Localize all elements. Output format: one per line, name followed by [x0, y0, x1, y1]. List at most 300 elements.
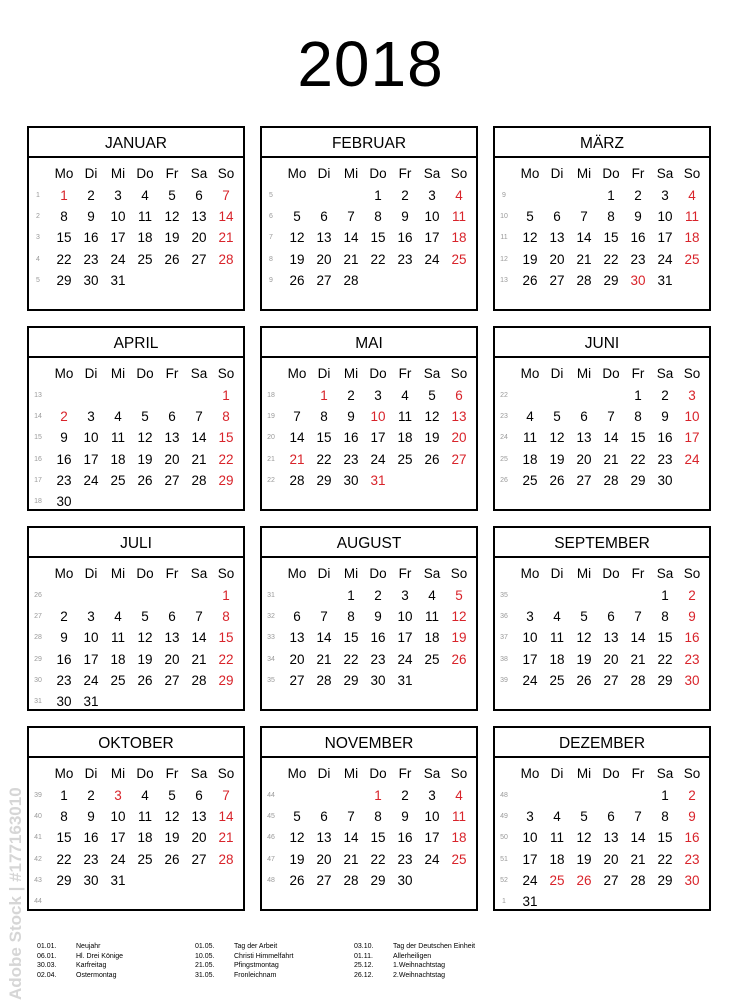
day-cell: 4	[428, 588, 436, 603]
day-cell: 19	[576, 651, 592, 667]
day-cell: 30	[56, 694, 72, 709]
day-cell: 17	[83, 651, 99, 667]
day-cell: 5	[553, 409, 561, 425]
day-cell: 9	[347, 409, 355, 425]
day-cell: 10	[397, 609, 413, 625]
day-cell: 21	[289, 451, 305, 467]
day-cell: 28	[576, 272, 592, 288]
day-cell: 12	[137, 430, 153, 446]
week-number: 36	[500, 613, 508, 621]
weekday-header: So	[683, 366, 701, 381]
week-number: 15	[34, 434, 42, 442]
month-box-juni	[493, 326, 711, 511]
day-cell: 15	[316, 430, 332, 446]
day-cell: 29	[657, 872, 673, 888]
day-cell: 3	[87, 409, 95, 425]
day-cell: 30	[343, 472, 359, 488]
day-cell: 19	[289, 851, 305, 867]
month-name: MÄRZ	[495, 128, 709, 158]
week-number: 13	[34, 392, 42, 399]
day-cell: 26	[164, 851, 180, 867]
day-cell: 21	[191, 451, 207, 467]
day-cell: 12	[576, 830, 592, 846]
week-number: 45	[267, 813, 275, 821]
day-cell: 2	[60, 609, 68, 625]
holiday-date: 21.05.	[195, 962, 215, 969]
day-cell: 19	[522, 251, 538, 267]
day-cell: 3	[374, 388, 382, 403]
day-cell: 2	[374, 588, 382, 603]
day-cell: 31	[397, 672, 413, 688]
day-cell: 20	[164, 651, 180, 667]
day-cell: 1	[222, 388, 230, 403]
day-cell: 13	[289, 630, 305, 646]
day-cell: 28	[218, 251, 234, 267]
day-cell: 3	[87, 609, 95, 625]
day-cell: 24	[657, 251, 673, 267]
holiday-name: Allerheiligen	[393, 952, 432, 960]
day-cell: 27	[603, 672, 619, 688]
day-cell: 8	[607, 209, 615, 225]
day-cell: 29	[218, 472, 234, 488]
day-cell: 3	[428, 188, 436, 203]
day-cell: 27	[549, 272, 565, 288]
day-cell: 13	[451, 409, 467, 425]
day-cell: 8	[222, 609, 230, 625]
day-cell: 10	[370, 409, 386, 425]
holiday-name: Tag der Arbeit	[234, 943, 278, 950]
weekday-header: Fr	[165, 766, 179, 781]
day-cell: 1	[634, 388, 642, 403]
day-cell: 4	[141, 188, 149, 203]
weekday-header: Fr	[165, 366, 179, 381]
week-number: 9	[269, 276, 273, 284]
day-cell: 22	[630, 451, 646, 467]
day-cell: 8	[320, 409, 328, 425]
day-cell: 17	[657, 230, 673, 246]
week-number: 25	[500, 455, 508, 463]
week-number: 31	[34, 698, 42, 705]
holiday-name: Ostermontag	[76, 971, 117, 979]
day-cell: 18	[549, 651, 565, 667]
month-name: JULI	[29, 528, 243, 558]
weekday-header: Sa	[423, 566, 441, 581]
day-cell: 26	[289, 272, 305, 288]
day-cell: 18	[110, 451, 126, 467]
day-cell: 5	[428, 388, 436, 403]
weekday-header: So	[450, 766, 468, 781]
holiday-date: 03.10.	[354, 943, 374, 950]
week-number: 11	[500, 234, 508, 242]
week-number: 35	[500, 592, 508, 599]
week-number: 18	[267, 392, 275, 399]
holiday-date: 31.05.	[195, 971, 215, 979]
day-cell: 31	[370, 472, 386, 488]
day-cell: 31	[522, 894, 538, 909]
weekday-header: Mo	[54, 566, 74, 581]
day-cell: 24	[684, 451, 700, 467]
day-cell: 24	[83, 472, 99, 488]
day-cell: 4	[455, 788, 463, 803]
day-cell: 7	[580, 209, 588, 225]
day-cell: 1	[60, 788, 68, 803]
day-cell: 17	[397, 630, 413, 646]
weekday-header: Fr	[398, 166, 412, 181]
day-cell: 11	[137, 209, 152, 225]
day-cell: 6	[607, 809, 615, 825]
day-cell: 15	[218, 430, 234, 446]
day-cell: 28	[191, 672, 207, 688]
day-cell: 19	[289, 251, 305, 267]
day-cell: 13	[316, 830, 332, 846]
weekday-header: Mi	[110, 366, 126, 381]
month-box-oktober	[27, 726, 245, 911]
month-box-februar	[260, 126, 478, 311]
weekday-header: Sa	[190, 166, 208, 181]
weekday-header: Sa	[656, 366, 674, 381]
day-cell: 4	[553, 809, 561, 825]
day-cell: 6	[168, 409, 176, 425]
weekday-header: So	[450, 566, 468, 581]
day-cell: 8	[661, 609, 669, 625]
weekday-header: Di	[550, 766, 564, 781]
holiday-name: Neujahr	[76, 943, 101, 950]
day-cell: 13	[549, 230, 565, 246]
day-cell: 5	[293, 809, 301, 825]
weekday-header: Mi	[576, 166, 592, 181]
day-cell: 4	[688, 188, 696, 203]
week-number: 5	[269, 192, 273, 199]
day-cell: 18	[137, 230, 153, 246]
day-cell: 9	[661, 409, 669, 425]
day-cell: 1	[661, 588, 669, 603]
week-number: 42	[34, 855, 42, 863]
weekday-header: Mi	[110, 166, 126, 181]
calendar-year-title: 2018	[297, 28, 444, 100]
day-cell: 12	[289, 230, 305, 246]
weekday-header: Di	[84, 566, 98, 581]
week-number: 44	[34, 898, 42, 905]
day-cell: 25	[549, 672, 565, 688]
weekday-header: Do	[602, 166, 620, 181]
day-cell: 17	[522, 651, 538, 667]
day-cell: 21	[218, 230, 234, 246]
day-cell: 26	[137, 472, 153, 488]
day-cell: 15	[603, 230, 619, 246]
week-number: 52	[500, 876, 508, 884]
weekday-header: Fr	[631, 766, 645, 781]
day-cell: 12	[289, 830, 305, 846]
day-cell: 14	[191, 430, 207, 446]
weekday-header: Fr	[631, 366, 645, 381]
holiday-name: Hl. Drei Könige	[76, 952, 124, 960]
week-number: 21	[267, 455, 275, 463]
week-number: 22	[500, 392, 508, 399]
weekday-header: Mo	[54, 766, 74, 781]
day-cell: 16	[56, 651, 72, 667]
day-cell: 17	[83, 451, 99, 467]
day-cell: 6	[320, 209, 328, 225]
week-number: 27	[34, 613, 42, 621]
week-number: 34	[267, 655, 275, 663]
day-cell: 13	[191, 809, 207, 825]
day-cell: 16	[370, 630, 386, 646]
week-number: 26	[500, 476, 508, 484]
day-cell: 26	[289, 872, 305, 888]
weekday-header: Di	[84, 366, 98, 381]
weekday-header: Mi	[343, 166, 359, 181]
holiday-name: Tag der Deutschen Einheit	[393, 943, 476, 950]
weekday-header: Mi	[576, 366, 592, 381]
holiday-date: 26.12.	[354, 971, 374, 979]
day-cell: 11	[110, 430, 125, 446]
day-cell: 11	[110, 630, 125, 646]
day-cell: 22	[56, 251, 72, 267]
week-number: 44	[267, 792, 275, 799]
week-number: 5	[36, 276, 40, 284]
day-cell: 16	[630, 230, 646, 246]
weekday-header: Do	[369, 366, 387, 381]
week-number: 39	[34, 792, 42, 799]
day-cell: 27	[191, 851, 207, 867]
day-cell: 6	[607, 609, 615, 625]
week-number: 19	[267, 413, 275, 421]
day-cell: 28	[218, 851, 234, 867]
day-cell: 13	[191, 209, 207, 225]
holiday-date: 25.12.	[354, 962, 374, 969]
day-cell: 31	[110, 872, 126, 888]
month-name: MAI	[262, 328, 476, 358]
day-cell: 21	[191, 651, 207, 667]
day-cell: 16	[684, 830, 700, 846]
weekday-header: Mi	[576, 566, 592, 581]
day-cell: 25	[137, 851, 153, 867]
day-cell: 22	[603, 251, 619, 267]
week-number: 49	[500, 813, 508, 821]
day-cell: 18	[451, 830, 467, 846]
day-cell: 3	[688, 388, 696, 403]
day-cell: 28	[603, 472, 619, 488]
day-cell: 8	[222, 409, 230, 425]
day-cell: 28	[630, 872, 646, 888]
day-cell: 7	[634, 609, 642, 625]
day-cell: 24	[370, 451, 386, 467]
day-cell: 3	[526, 809, 534, 825]
week-number: 7	[269, 234, 273, 242]
day-cell: 19	[576, 851, 592, 867]
day-cell: 30	[397, 872, 413, 888]
day-cell: 7	[195, 609, 203, 625]
day-cell: 22	[316, 451, 332, 467]
holiday-name: Fronleichnam	[234, 971, 277, 979]
day-cell: 16	[397, 830, 413, 846]
weekday-header: Mo	[520, 766, 540, 781]
day-cell: 7	[607, 409, 615, 425]
day-cell: 9	[401, 209, 409, 225]
day-cell: 14	[191, 630, 207, 646]
day-cell: 13	[603, 630, 619, 646]
weekday-header: Mi	[110, 766, 126, 781]
day-cell: 23	[343, 451, 359, 467]
day-cell: 24	[424, 251, 440, 267]
day-cell: 9	[87, 809, 95, 825]
week-number: 46	[267, 834, 275, 842]
day-cell: 29	[630, 472, 646, 488]
day-cell: 3	[428, 788, 436, 803]
weekday-header: Do	[369, 166, 387, 181]
weekday-header: Sa	[656, 566, 674, 581]
holiday-date: 06.01.	[37, 952, 57, 960]
day-cell: 20	[603, 651, 619, 667]
weekday-header: Fr	[165, 566, 179, 581]
day-cell: 1	[347, 588, 355, 603]
week-number: 48	[500, 792, 508, 799]
day-cell: 1	[374, 188, 382, 203]
day-cell: 24	[522, 872, 538, 888]
day-cell: 15	[218, 630, 234, 646]
day-cell: 10	[522, 830, 538, 846]
day-cell: 11	[137, 809, 152, 825]
day-cell: 10	[522, 630, 538, 646]
day-cell: 26	[424, 451, 440, 467]
day-cell: 18	[522, 451, 538, 467]
day-cell: 22	[218, 451, 234, 467]
week-number: 4	[36, 255, 40, 263]
day-cell: 20	[451, 430, 467, 446]
day-cell: 1	[374, 788, 382, 803]
weekday-header: Mo	[520, 166, 540, 181]
day-cell: 1	[607, 188, 615, 203]
day-cell: 1	[60, 188, 68, 203]
day-cell: 14	[218, 209, 234, 225]
week-number: 13	[500, 276, 508, 284]
day-cell: 5	[526, 209, 534, 225]
day-cell: 20	[191, 230, 207, 246]
day-cell: 10	[83, 430, 99, 446]
week-number: 38	[500, 655, 508, 663]
day-cell: 5	[580, 609, 588, 625]
day-cell: 6	[553, 209, 561, 225]
week-number: 16	[34, 455, 42, 463]
week-number: 33	[267, 634, 275, 642]
day-cell: 28	[343, 872, 359, 888]
day-cell: 28	[191, 472, 207, 488]
day-cell: 14	[603, 430, 619, 446]
day-cell: 6	[168, 609, 176, 625]
day-cell: 31	[657, 272, 673, 288]
weekday-header: Sa	[190, 566, 208, 581]
week-number: 9	[502, 192, 506, 199]
weekday-header: Mi	[343, 366, 359, 381]
weekday-header: So	[450, 166, 468, 181]
weekday-header: So	[217, 766, 235, 781]
month-name: APRIL	[29, 328, 243, 358]
day-cell: 1	[222, 588, 230, 603]
day-cell: 22	[218, 651, 234, 667]
day-cell: 23	[657, 451, 673, 467]
day-cell: 5	[168, 788, 176, 803]
weekday-header: Fr	[631, 566, 645, 581]
weekday-header: Do	[602, 566, 620, 581]
day-cell: 10	[83, 630, 99, 646]
week-number: 37	[500, 634, 508, 642]
month-box-mai	[260, 326, 478, 511]
weekday-header: Sa	[190, 766, 208, 781]
week-number: 20	[267, 434, 275, 442]
week-number: 47	[267, 855, 275, 863]
day-cell: 16	[83, 830, 99, 846]
day-cell: 22	[657, 651, 673, 667]
day-cell: 23	[684, 851, 700, 867]
day-cell: 5	[455, 588, 463, 603]
day-cell: 1	[661, 788, 669, 803]
day-cell: 16	[397, 230, 413, 246]
day-cell: 28	[343, 272, 359, 288]
weekday-header: Fr	[398, 766, 412, 781]
day-cell: 9	[87, 209, 95, 225]
weekday-header: Mo	[54, 366, 74, 381]
weekday-header: Mi	[343, 766, 359, 781]
weekday-header: So	[683, 566, 701, 581]
month-name: SEPTEMBER	[495, 528, 709, 558]
day-cell: 7	[222, 188, 230, 203]
day-cell: 13	[576, 430, 592, 446]
holiday-date: 02.04.	[37, 971, 57, 979]
day-cell: 20	[316, 251, 332, 267]
day-cell: 25	[110, 472, 126, 488]
day-cell: 24	[110, 251, 126, 267]
day-cell: 30	[630, 272, 646, 288]
day-cell: 20	[316, 851, 332, 867]
day-cell: 19	[164, 830, 180, 846]
weekday-header: Do	[602, 766, 620, 781]
day-cell: 27	[603, 872, 619, 888]
day-cell: 21	[576, 251, 592, 267]
holiday-date: 01.11.	[354, 952, 373, 960]
weekday-header: Mi	[110, 566, 126, 581]
day-cell: 9	[688, 609, 696, 625]
week-number: 30	[34, 676, 42, 684]
day-cell: 21	[316, 651, 332, 667]
day-cell: 7	[320, 609, 328, 625]
day-cell: 5	[293, 209, 301, 225]
weekday-header: Mo	[287, 766, 307, 781]
day-cell: 19	[137, 451, 153, 467]
day-cell: 25	[110, 672, 126, 688]
day-cell: 26	[137, 672, 153, 688]
day-cell: 5	[141, 609, 149, 625]
holiday-name: 1.Weihnachtstag	[393, 962, 446, 969]
day-cell: 29	[316, 472, 332, 488]
day-cell: 26	[549, 472, 565, 488]
week-number: 29	[34, 655, 42, 663]
day-cell: 15	[370, 830, 386, 846]
week-number: 35	[267, 676, 275, 684]
day-cell: 3	[114, 788, 122, 803]
day-cell: 21	[630, 651, 646, 667]
day-cell: 16	[83, 230, 99, 246]
day-cell: 9	[374, 609, 382, 625]
day-cell: 25	[137, 251, 153, 267]
day-cell: 29	[370, 872, 386, 888]
weekday-header: Do	[369, 566, 387, 581]
day-cell: 16	[684, 630, 700, 646]
day-cell: 12	[164, 809, 180, 825]
week-number: 17	[34, 476, 42, 484]
day-cell: 25	[397, 451, 413, 467]
day-cell: 20	[576, 451, 592, 467]
day-cell: 27	[164, 672, 180, 688]
